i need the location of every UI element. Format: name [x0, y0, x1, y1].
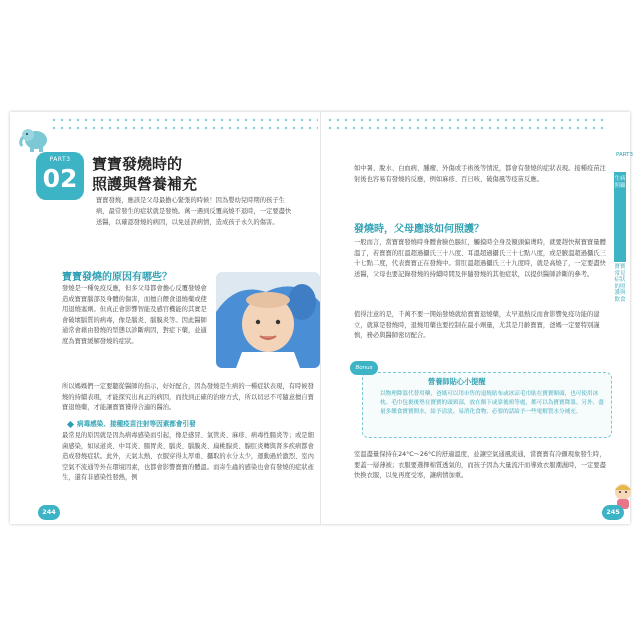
- tip-text: 以物理降溫代替用藥，爸媽可以用市售的退燒貼布或冰涼毛巾貼在寶寶額頭，也可使用冰枕、毛巾包裹後墊在寶寶的頭頸部，放在額下或靠後頸等處，都可以為寶寶降溫。另外，盡量多餵食寶寶開水，給予清淡、易消化食物，必要的話給予一些電解質水分補充。: [380, 391, 604, 415]
- side-tab: 生病照顧: [614, 172, 626, 262]
- page-title: [92, 154, 197, 194]
- care-paragraph-3: 室溫盡量保持在24°C～26°C的舒適溫度，並讓空氣通風流通，當寶寶有冷顫現象發生時，要蓋一層薄被；衣服要選擇棉質透氣的，而孩子因為大量流汗而導致衣服潮濕時，一定要盡快換衣服，以免再度受寒，讓病情加重。: [354, 451, 606, 479]
- subheading-virus-vaccine: [68, 418, 196, 428]
- section-heading-care: 發燒時，父母應該如何照護？: [354, 224, 484, 235]
- chapter-badge: [36, 152, 84, 200]
- side-tab-label: 寶寶常見症狀的照護與飲食: [614, 264, 626, 303]
- subheading-text: 病毒感染、接種疫苗注射等因素都會引發: [77, 420, 196, 428]
- causes-paragraph-1: 發燒是一種免疫反應，但多父母都會擔心反覆發燒會造成寶寶腦部及身體的傷害，而擅自餵食退燒藥或使用退燒塞劑。但真正會影響智能及感官機能的其實是會破壞腦質的病毒，像是腦炎、腦膜炎等。因此醫師通常會藉由發燒的型態以診斷病因，對症下藥，並適度為寶寶緩解發燒的症狀。: [62, 285, 207, 345]
- page-title-line2: 照護與營養補充: [92, 175, 198, 193]
- page-number-left: 244: [38, 505, 60, 520]
- diamond-bullet-icon: [67, 420, 74, 427]
- book-spread: [10, 112, 634, 524]
- side-part-label: PART3: [616, 152, 634, 158]
- baby-photo: [216, 272, 320, 368]
- intro-paragraph: 寶寶發燒，應該是父母最擔心緊張的時候！因為嬰幼兒時期的孩子生病，最常發生的症狀就是發燒。萬一遇到反覆高燒不退時，一定要盡快送醫，以確認發燒的病因，以免延誤病情，造成孩子永久的傷害。: [96, 197, 292, 226]
- section-heading-causes: 寶寶發燒的原因有哪些？: [62, 272, 172, 283]
- elephant-mascot-icon: [18, 124, 50, 154]
- tip-title: 營養師貼心小提醒: [428, 377, 486, 386]
- page-number-right: 245: [602, 505, 624, 520]
- dot-pattern-right: [326, 116, 606, 134]
- care-paragraph-2: 值得注意的是，千萬不要一開始發燒就給寶寶退燒藥，太早退熱反而會影響免疫功能的建立，就算是發燒時，退燒用藥也要控制在最小劑量，尤其是月齡寶寶，爸媽一定要特別謹慎，務必與醫師密切配合。: [354, 311, 600, 339]
- dot-pattern-left: [50, 116, 318, 134]
- page-title-line1: 寶寶發燒時的: [92, 155, 183, 173]
- book-gutter: [320, 112, 321, 524]
- tip-tag: Bonus: [350, 361, 378, 375]
- chapter-number: 02: [42, 164, 78, 193]
- chapter-part: PART3: [49, 156, 71, 163]
- causes-paragraph-2: 所以媽媽們一定要聽從醫師的指示，好好配合，因為發燒是生病的一種症狀表現，有時候發燒的持續表現，才能探究出真正的病因，而找到正確的治療方式，所以切忌不可隨意擅自寶寶退燒藥，才能讓寶寶獲得合適的醫治。: [62, 383, 314, 411]
- causes-paragraph-3: 最常見的原因就是因為病毒感染而引起，像是感冒、氣管炎、麻疹、病毒性腸炎等；或是細菌感染，如尿道炎、中耳炎、腸胃炎、腦炎、腦膜炎、扁桃腺炎、腺肛炎轉與肾多疾病都會造成發燒症狀。此外，天氣太熱、衣服穿得太厚重、攝取的水分太少，運動過於激烈、室內空氣不流通等外在環境因素，也都會影響寶寶的體溫。而寄生蟲的感染也會有發燒的症狀產生，還有非感染性發熱，例: [62, 432, 314, 481]
- care-paragraph-1: 一般而言，當寶寶發燒時身體會臉色脹紅，觸摸時全身及額頭偏燙時，就要趕快幫寶寶量體溫了，若寶寶的肛溫超過攝氏三十八度、耳溫超過攝氏三十七點八度，或是腋溫超過攝氏三十七點二度，代表寶寶正在發燒中。當肛溫超過攝氏三十九度時，就是高燒了，一定要盡快送醫，父母也要記錄發燒的持續時間及伴隨發燒的其他症狀，以提供醫師診斷的參考。: [354, 239, 606, 278]
- right-paragraph-top: 如中暑、脫水、白血病、腫瘤、外傷或手術後等情況，都會有發燒的症狀表現。接種疫苗注射後也容易有發燒的反應，例如麻疹、百日咳、破傷風等疫苗反應。: [354, 165, 606, 183]
